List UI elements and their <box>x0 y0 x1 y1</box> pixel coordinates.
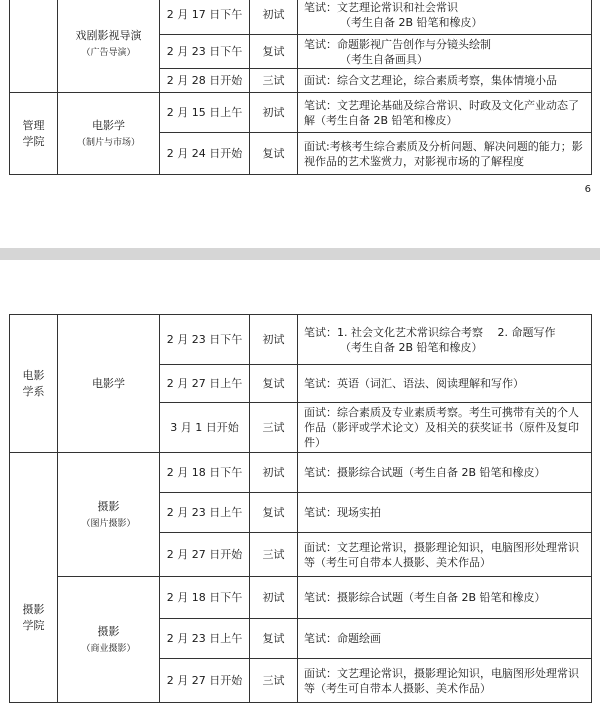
exam-schedule-table-bottom <box>9 314 592 703</box>
dept-name: 电影 学系 <box>22 368 45 398</box>
content-subline: （考生自备 2B 铅笔和橡皮） <box>340 15 483 29</box>
date-cell: 2 月 27 日开始 <box>160 659 250 703</box>
table-row <box>10 93 592 133</box>
page-separator <box>0 248 600 260</box>
major-subtitle: （制片与市场） <box>76 137 140 148</box>
content-cell: 笔试：英语（词汇、语法、阅读理解和写作） <box>298 365 592 403</box>
page-number: 6 <box>584 184 591 195</box>
major-cell-film-studies <box>58 315 160 453</box>
date-cell: 2 月 24 日开始 <box>160 133 250 175</box>
dept-cell-management <box>10 93 58 175</box>
major-subtitle: （商业摄影） <box>81 643 136 654</box>
major-cell-photo-image <box>58 453 160 577</box>
major-name: 摄影 <box>97 499 120 513</box>
table-row <box>10 0 592 35</box>
round-cell: 复试 <box>250 493 298 533</box>
exam-schedule-table-top <box>9 0 592 175</box>
content-subline: （考生自备 2B 铅笔和橡皮） <box>340 340 483 354</box>
date-cell: 2 月 18 日下午 <box>160 453 250 493</box>
dept-cell-film <box>10 315 58 453</box>
content-cell: 面试：综合文艺理论，综合素质考察，集体情境小品 <box>298 69 592 93</box>
date-cell: 2 月 27 日上午 <box>160 365 250 403</box>
date-cell: 2 月 23 日上午 <box>160 619 250 659</box>
dept-name: 摄影 学院 <box>22 602 45 632</box>
round-cell: 初试 <box>250 93 298 133</box>
date-cell: 2 月 23 日下午 <box>160 35 250 69</box>
date-cell: 2 月 15 日上午 <box>160 93 250 133</box>
major-subtitle: （图片摄影） <box>81 518 136 529</box>
table-row <box>10 453 592 493</box>
round-cell: 初试 <box>250 0 298 35</box>
date-cell: 2 月 23 日上午 <box>160 493 250 533</box>
content-line: 笔试：1. 社会文化艺术常识综合考察 2. 命题写作 <box>304 325 556 339</box>
content-cell <box>298 0 592 35</box>
date-cell: 2 月 17 日下午 <box>160 0 250 35</box>
content-cell: 笔试：现场实拍 <box>298 493 592 533</box>
content-cell: 面试：文艺理论常识，摄影理论知识，电脑图形处理常识等（考生可自带本人摄影、美术作品） <box>298 659 592 703</box>
content-line: 笔试：文艺理论常识和社会常识 <box>304 0 458 14</box>
round-cell: 复试 <box>250 365 298 403</box>
major-name: 电影学 <box>92 377 125 390</box>
round-cell: 三试 <box>250 69 298 93</box>
document-page-bottom <box>0 260 600 703</box>
date-cell: 2 月 23 日下午 <box>160 315 250 365</box>
round-cell: 三试 <box>250 659 298 703</box>
table-row <box>10 315 592 365</box>
date-cell: 2 月 27 日开始 <box>160 533 250 577</box>
major-name: 摄影 <box>97 624 120 638</box>
round-cell: 复试 <box>250 35 298 69</box>
round-cell: 初试 <box>250 577 298 619</box>
major-name: 电影学 <box>92 118 125 132</box>
content-cell <box>298 35 592 69</box>
round-cell: 三试 <box>250 403 298 453</box>
major-cell-photo-commercial <box>58 577 160 703</box>
table-row <box>10 577 592 619</box>
round-cell: 复试 <box>250 619 298 659</box>
round-cell: 初试 <box>250 453 298 493</box>
round-cell: 复试 <box>250 133 298 175</box>
content-cell: 笔试：文艺理论基础及综合常识、时政及文化产业动态了解（考生自备 2B 铅笔和橡皮） <box>298 93 592 133</box>
major-subtitle: （广告导演） <box>81 47 136 58</box>
content-line: 笔试：命题影视广告创作与分镜头绘制 <box>304 37 491 51</box>
document-page-top <box>0 0 600 248</box>
content-cell <box>298 315 592 365</box>
content-cell: 笔试：摄影综合试题（考生自备 2B 铅笔和橡皮） <box>298 577 592 619</box>
major-name: 戏剧影视导演 <box>75 28 142 42</box>
dept-name: 管理 学院 <box>22 118 45 148</box>
round-cell: 初试 <box>250 315 298 365</box>
content-cell: 笔试：摄影综合试题（考生自备 2B 铅笔和橡皮） <box>298 453 592 493</box>
round-cell: 三试 <box>250 533 298 577</box>
dept-cell <box>10 0 58 93</box>
date-cell: 3 月 1 日开始 <box>160 403 250 453</box>
dept-cell-photography <box>10 453 58 703</box>
major-cell-film-management <box>58 93 160 175</box>
content-cell: 面试:考核考生综合素质及分析问题、解决问题的能力；影视作品的艺术鉴赏力，对影视市场的了解程度 <box>298 133 592 175</box>
content-subline: （考生自备画具） <box>340 52 428 66</box>
content-cell: 面试：综合素质及专业素质考察。考生可携带有关的个人作品（影评或学术论文）及相关的获奖证书（原件及复印件） <box>298 403 592 453</box>
date-cell: 2 月 18 日下午 <box>160 577 250 619</box>
major-cell-drama-directing <box>58 0 160 93</box>
content-cell: 面试：文艺理论常识，摄影理论知识，电脑图形处理常识等（考生可自带本人摄影、美术作品） <box>298 533 592 577</box>
content-cell: 笔试：命题绘画 <box>298 619 592 659</box>
date-cell: 2 月 28 日开始 <box>160 69 250 93</box>
